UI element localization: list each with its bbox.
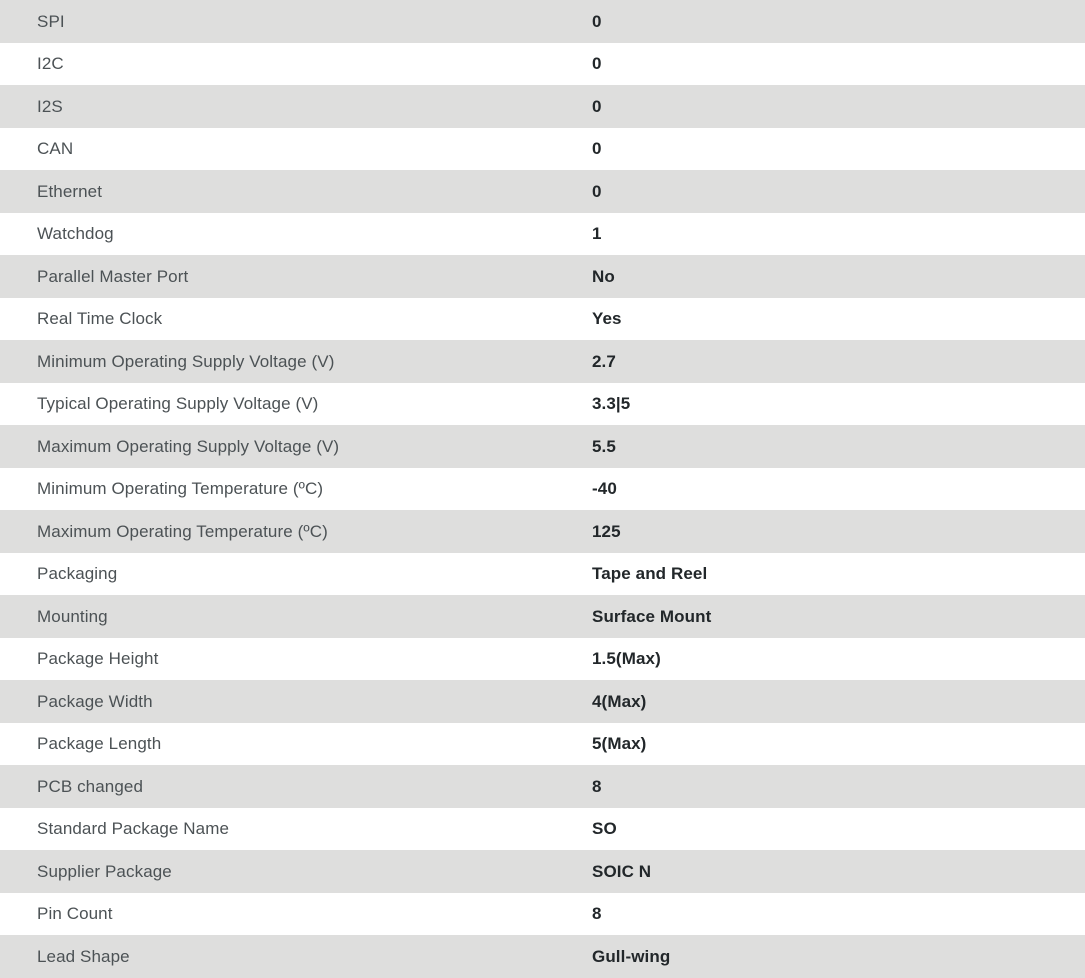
- spec-value: 8: [592, 776, 602, 796]
- table-row: [0, 595, 1085, 638]
- table-row: [0, 850, 1085, 893]
- table-row: [0, 425, 1085, 468]
- table-row: [0, 893, 1085, 936]
- spec-label: Typical Operating Supply Voltage (V): [37, 394, 319, 414]
- spec-label: I2C: [37, 54, 64, 74]
- table-row: [0, 383, 1085, 426]
- spec-label: Lead Shape: [37, 946, 130, 966]
- spec-label: Parallel Master Port: [37, 266, 189, 286]
- spec-value: 4(Max): [592, 691, 647, 711]
- spec-value: No: [592, 266, 615, 286]
- spec-label: SPI: [37, 11, 65, 31]
- spec-value: 3.3|5: [592, 394, 631, 414]
- spec-value: 0: [592, 96, 602, 116]
- spec-value: 125: [592, 521, 621, 541]
- table-row: [0, 0, 1085, 43]
- spec-label: Mounting: [37, 606, 108, 626]
- spec-label: Maximum Operating Supply Voltage (V): [37, 436, 340, 456]
- spec-label: Real Time Clock: [37, 309, 163, 329]
- spec-value: Tape and Reel: [592, 564, 708, 584]
- table-row: [0, 298, 1085, 341]
- spec-value: SOIC N: [592, 861, 652, 881]
- spec-label: Packaging: [37, 564, 118, 584]
- table-row: [0, 128, 1085, 171]
- spec-label: I2S: [37, 96, 63, 116]
- spec-value: 5.5: [592, 436, 616, 456]
- spec-label: Package Width: [37, 691, 153, 711]
- table-row: [0, 723, 1085, 766]
- spec-value: 0: [592, 181, 602, 201]
- table-row: [0, 638, 1085, 681]
- spec-label: Minimum Operating Supply Voltage (V): [37, 351, 335, 371]
- table-row: [0, 935, 1085, 978]
- spec-value: 1.5(Max): [592, 649, 661, 669]
- table-row: [0, 808, 1085, 851]
- table-row: [0, 255, 1085, 298]
- table-row: [0, 468, 1085, 511]
- spec-value: SO: [592, 819, 617, 839]
- spec-label: Supplier Package: [37, 861, 172, 881]
- table-row: [0, 213, 1085, 256]
- spec-label: Pin Count: [37, 904, 113, 924]
- spec-value: 0: [592, 11, 602, 31]
- spec-value: 2.7: [592, 351, 616, 371]
- spec-label: PCB changed: [37, 776, 144, 796]
- spec-value: Yes: [592, 309, 622, 329]
- spec-value: -40: [592, 479, 617, 499]
- table-row: [0, 553, 1085, 596]
- table-row: [0, 510, 1085, 553]
- spec-label: Package Height: [37, 649, 159, 669]
- spec-value: 8: [592, 904, 602, 924]
- spec-value: 1: [592, 224, 602, 244]
- spec-label: Standard Package Name: [37, 819, 230, 839]
- spec-label: Watchdog: [37, 224, 114, 244]
- spec-label: Ethernet: [37, 181, 103, 201]
- spec-value: Gull-wing: [592, 946, 671, 966]
- table-row: [0, 85, 1085, 128]
- table-row: [0, 680, 1085, 723]
- spec-label: CAN: [37, 139, 74, 159]
- table-row: [0, 170, 1085, 213]
- spec-value: 0: [592, 139, 602, 159]
- table-row: [0, 43, 1085, 86]
- table-row: [0, 340, 1085, 383]
- spec-label: Minimum Operating Temperature (ºC): [37, 479, 324, 499]
- spec-value: Surface Mount: [592, 606, 712, 626]
- spec-label: Maximum Operating Temperature (ºC): [37, 521, 328, 541]
- spec-value: 0: [592, 54, 602, 74]
- spec-value: 5(Max): [592, 734, 647, 754]
- spec-label: Package Length: [37, 734, 162, 754]
- table-row: [0, 765, 1085, 808]
